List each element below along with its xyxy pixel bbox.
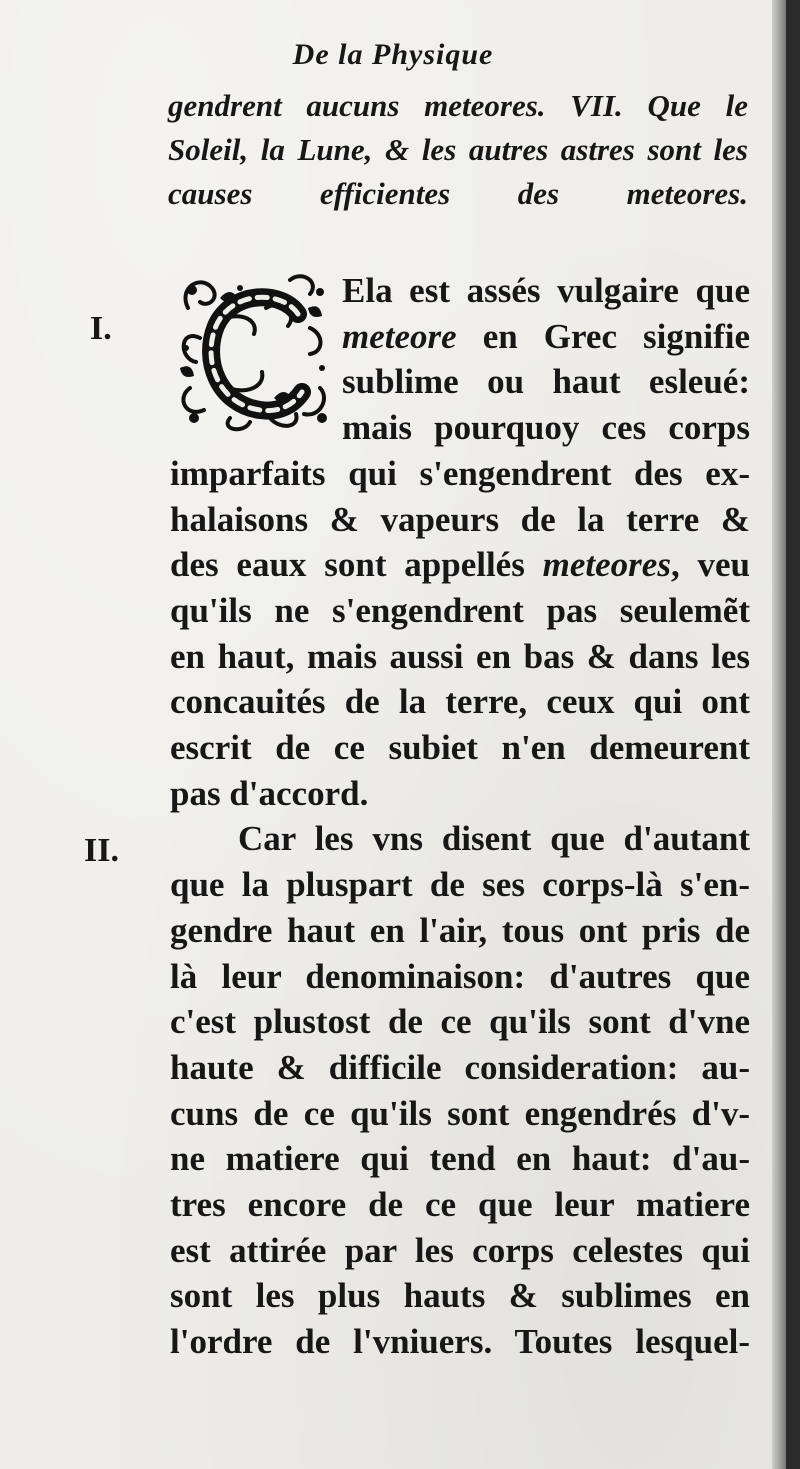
text-line: [170, 497, 750, 543]
line-text: Ela est assés vulgaire que: [342, 271, 750, 310]
text-line: [170, 588, 750, 634]
text-line: [170, 359, 750, 405]
line-text: , veu: [670, 545, 751, 585]
text-line: [170, 542, 750, 588]
line-text: concauités de la terre, ceux qui ont: [170, 682, 750, 722]
line-text: tres encore de ce que leur matiere: [170, 1185, 750, 1225]
line-text: pas d'accord.: [170, 773, 369, 813]
text-line: [170, 816, 750, 862]
text-line: [170, 634, 750, 680]
line-text: en Grec signifie: [456, 316, 750, 356]
text-line: [170, 1045, 750, 1091]
section-marker-2: II.: [84, 832, 119, 869]
text-line: [170, 1136, 750, 1182]
line-text: gendre haut en l'air, tous ont pris de: [170, 910, 750, 950]
text-line: [170, 908, 750, 954]
text-line: [170, 725, 750, 771]
text-line: [170, 1319, 750, 1365]
text-line: [170, 268, 750, 314]
summary-line: gendrent aucuns meteores. VII. Que le: [168, 88, 748, 123]
text-line: [170, 954, 750, 1000]
line-text: sublime ou haut esleué:: [342, 362, 750, 402]
line-text: que la pluspart de ses corps-là s'en-: [170, 865, 750, 905]
text-line: [170, 451, 750, 497]
italic-term: meteore: [342, 316, 457, 356]
text-line: [170, 314, 750, 360]
body-text: [170, 268, 750, 1365]
line-text: escrit de ce subiet n'en demeurent: [170, 728, 750, 768]
line-text: mais pourquoy ces corps: [342, 408, 750, 448]
text-line: [170, 862, 750, 908]
text-line: [170, 1182, 750, 1228]
text-line: [170, 679, 750, 725]
line-text: Car les vns disent que d'autant: [238, 819, 750, 859]
text-line: [170, 771, 750, 817]
italic-term: meteores: [542, 545, 671, 585]
line-text: l'ordre de l'vniuers. Toutes lesquel-: [170, 1322, 750, 1362]
text-line: [170, 999, 750, 1045]
chapter-summary: [168, 84, 748, 216]
line-text: halaisons & vapeurs de la terre &: [170, 499, 750, 539]
line-text: qu'ils ne s'engendrent pas seulemẽt: [170, 590, 750, 630]
line-text: là leur denominaison: d'autres que: [170, 956, 750, 996]
line-text: des eaux sont appellés: [170, 545, 543, 585]
line-text: c'est plustost de ce qu'ils sont d'vne: [170, 1002, 750, 1042]
page-edge-shadow: [772, 0, 786, 1469]
summary-line: causes efficientes des meteores.: [168, 176, 748, 211]
line-text: en haut, mais aussi en bas & dans les: [170, 636, 750, 676]
line-text: ne matiere qui tend en haut: d'au-: [170, 1139, 750, 1179]
text-line: [170, 1228, 750, 1274]
line-text: est attirée par les corps celestes qui: [170, 1230, 750, 1270]
line-text: imparfaits qui s'engendrent des ex-: [170, 453, 750, 493]
line-text: haute & difficile consideration: au-: [170, 1047, 750, 1087]
line-text: cuns de ce qu'ils sont engendrés d'v-: [170, 1093, 750, 1133]
section-marker-1: I.: [90, 310, 112, 347]
text-line: [170, 1091, 750, 1137]
line-text: sont les plus hauts & sublimes en: [170, 1276, 750, 1316]
summary-line: Soleil, la Lune, & les autres astres sont les: [168, 132, 748, 167]
text-line: [170, 1273, 750, 1319]
running-title: De la Physique: [292, 38, 494, 71]
text-line: [170, 405, 750, 451]
